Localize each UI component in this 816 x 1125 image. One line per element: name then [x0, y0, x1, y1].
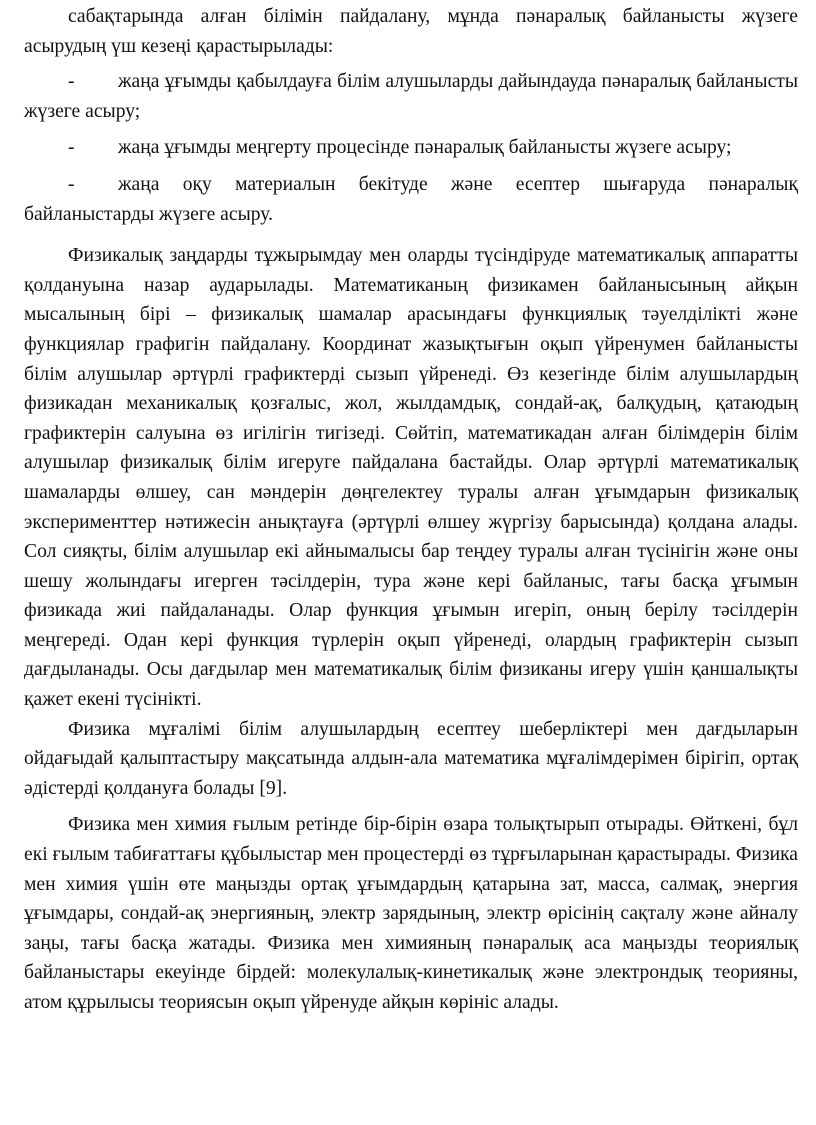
body-paragraph: Физикалық заңдарды тұжырымдау мен оларды түсіндіруде математикалық аппаратты қолдануына назар аударылады. Математиканың физикамен байланысының айқын мысалының бірі – физикалық шамалар арасындағы функциялық тәуелділікті және функциялар графигін пайдалану. Координат жазықтығын оқып үйренумен байланысты білім алушылар әртүрлі графиктерді сызып үйренеді. Өз кезегінде білім алушылардың физикадан механикалық қозғалыс, жол, жылдамдық, сондай-ақ, балқудың, қатаюдың графиктерін салуына өз игілігін тигізеді. Сөйтіп, математикадан алған білімдерін білім алушылар физикалық білім игеруге пайдалана бастайды. Олар әртүрлі математикалық шамаларды өлшеу, сан мәндерін дөңгелектеу туралы алған ұғымдарын физикалық эксперименттер нәтижесін анықтауға (әртүрлі өлшеу жүргізу барысында) қолдана алады. Сол сияқты, білім алушылар екі айнымалысы бар теңдеу туралы алған түсінігін және оны шешу жолындағы игерген тәсілдерін, тура және кері байланыс, тағы басқа ұғымын физикада жиі пайдаланады. Олар функция ұғымын игеріп, оның берілу тәсілдерін меңгереді. Одан кері функция түрлерін оқып үйренеді, олардың графиктерін сызып дағдыланады. Осы дағдылар мен математикалық білім физиканы игеру үшін қаншалықты қажет екені түсінікті.: [24, 245, 798, 711]
list-item: [24, 67, 798, 126]
list-dash: -: [68, 137, 75, 159]
list-dash: -: [68, 173, 75, 195]
list-item: [24, 170, 798, 229]
list-item-text: жаңа ұғымды қабылдауға білім алушыларды дайындауда пәнаралық байланысты жүзеге асыру;: [24, 71, 798, 122]
list-item: [24, 133, 798, 163]
list-dash: -: [68, 71, 75, 93]
document-page: [24, 2, 798, 1018]
list-item-text: жаңа ұғымды меңгерту процесінде пәнаралық байланысты жүзеге асыру;: [118, 137, 732, 159]
body-paragraph: Физика мен химия ғылым ретінде бір-бірін өзара толықтырып отырады. Өйткені, бұл екі ғылым табиғаттағы құбылыстар мен процестерді өз тұрғыларынан қарастырады. Физика мен химия үшін өте маңызды ортақ ұғымдардың қатарына зат, масса, салмақ, энергия ұғымдары, сондай-ақ энергияның, электр зарядының, электр өрісінің сақталу және айналу заңы, тағы басқа жатады. Физика мен химияның пәнаралық аса маңызды теориялық байланыстары екеуінде бірдей: молекулалық-кинетикалық және электрондық теорияны, атом құрылысы теориясын оқып үйренуде айқын көрініс алады.: [24, 814, 798, 1013]
intro-paragraph: сабақтарында алған білімін пайдалану, мұнда пәнаралық байланысты жүзеге асырудың үш кезеңі қарастырылады:: [24, 6, 798, 57]
body-paragraph: Физика мұғалімі білім алушылардың есептеу шеберліктері мен дағдыларын ойдағыдай қалыптастыру мақсатында алдын-ала математика мұғалімдерімен бірігіп, ортақ әдістерді қолдануға болады [9].: [24, 718, 798, 799]
list-item-text: жаңа оқу материалын бекітуде және есептер шығаруда пәнаралық байланыстарды жүзеге асыру.: [24, 173, 798, 225]
